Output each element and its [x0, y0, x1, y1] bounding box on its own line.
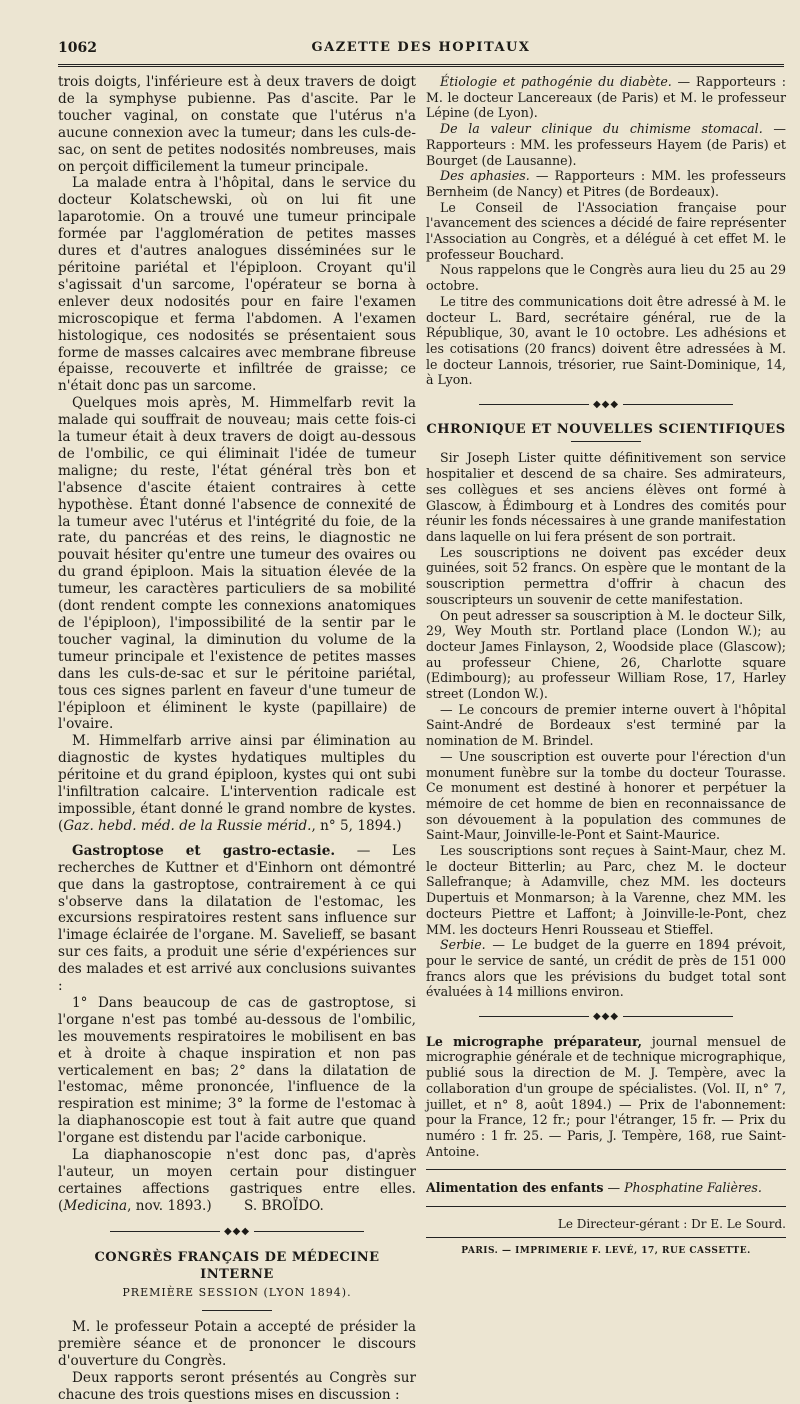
paragraph: — Une souscription est ouverte pour l'érection d'un monument funèbre sur la tombe du docteur Tourasse. Ce monument est destiné à honorer et perpétuer la mémoire de cet homme de bien en reconnaissance de son dévouement à la population des communes de Saint-Maur, Joinville-le-Pont et Saint-Maurice. — [426, 748, 786, 843]
printer-imprint: PARIS. — IMPRIMERIE F. LEVÉ, 17, RUE CASSETTE. — [461, 1245, 751, 1256]
advertisement — [426, 1034, 786, 1160]
paragraph: La malade entra à l'hôpital, dans le service du docteur Kolatschewski, où on lui fit une laparotomie. On a trouvé une tumeur principale formée par l'agglomération de petites masses dures et d'autres analogues disséminées sur le péritoine pariétal et l'épiploon. Croyant qu'il s'agissait d'un sarcome, l'opérateur se borna à enlever deux nodosités pour en faire l'examen microscopique et ferma l'abdomen. A l'examen histologique, ces nodosités se présentaient sous forme de masses calcaires avec membrane fibreuse épaisse, recouverte et infiltrée de graisse; ce n'était donc pas un sarcome. — [58, 175, 416, 395]
text: La diaphanoscopie n'est donc pas, d'après l'auteur, un moyen certain pour distinguer certaines affections gastriques entre elles. ( — [58, 1147, 416, 1214]
text: , n° 5, 1894.) — [311, 817, 402, 834]
paragraph: Le Conseil de l'Association française pour l'avancement des sciences a décidé de faire représenter l'Association au Congrès, et a délégué à cet effet M. le professeur Bouchard. — [426, 199, 786, 262]
ornament-rule: ◆◆◆ — [426, 1009, 786, 1025]
divider — [571, 441, 641, 442]
divider — [202, 1310, 272, 1311]
divider — [426, 1206, 786, 1207]
advertisement — [426, 1180, 786, 1196]
section-subtitle: PREMIÈRE SESSION (LYON 1894). — [122, 1286, 352, 1300]
paragraph — [426, 937, 786, 1000]
paragraph: Le titre des communications doit être adressé à M. le docteur L. Bard, secrétaire général, rue de la République, 30, avant le 10 octobre. Les adhésions et les cotisations (20 francs) doivent être adressées à M. le docteur Lannois, trésorier, rue Saint-Dominique, 14, à Lyon. — [426, 293, 786, 388]
paragraph — [58, 1147, 416, 1215]
left-column — [58, 74, 416, 1404]
director-signature: Le Directeur-gérant : Dr E. Le Sourd. — [557, 1217, 786, 1232]
text: — Rapporteurs : MM. les professeurs Hayem (de Paris) et Bourget (de Lausanne). — [426, 121, 786, 168]
text: — Le budget de la guerre en 1894 prévoit, pour le service de santé, un crédit de près de 151 000 francs alors que les prévisions du budget total sont évaluées à 14 millions environ. — [426, 937, 786, 1000]
ornament-rule: ◆◆◆ — [58, 1224, 416, 1241]
spacer — [58, 835, 416, 843]
divider — [426, 1169, 786, 1170]
paragraph — [58, 733, 416, 834]
text: — Rapporteurs : MM. les professeurs Bernheim (de Nancy) et Pitres (de Bordeaux). — [426, 168, 786, 199]
paragraph: Nous rappelons que le Congrès aura lieu du 25 au 29 octobre. — [426, 262, 786, 294]
ad-title: Le micrographe préparateur, — [426, 1033, 643, 1049]
text: — Rapporteurs : M. le docteur Lancereaux (de Paris) et M. le professeur Lépine (de Lyon). — [426, 74, 786, 121]
paragraph: M. le professeur Potain a accepté de présider la première séance et de prononcer le discours d'ouverture du Congrès. — [58, 1319, 416, 1370]
paragraph — [426, 168, 786, 199]
paragraph: Quelques mois après, M. Himmelfarb revit la malade qui souffrait de nouveau; mais cette fois-ci la tumeur était à deux travers de doigt au-dessous de l'ombilic, ce qui éliminait l'idée de tumeur maligne; du reste, l'état général très bon et l'absence d'ascite étaient contraires à cette hypothèse. Étant donné l'absence de connexité de la tumeur avec l'utérus et l'intégrité du foie, de la rate, du pancréas et des reins, le diagnostic ne pouvait hésiter qu'entre une tumeur des ovaires ou du grand épiploon. Mais la situation élevée de la tumeur, les caractères particuliers de sa mobilité (dont rendent compte les connexions anatomiques de l'épiploon), l'impossibilité de la sentir par le toucher vaginal, la diminution du volume de la tumeur principale et l'existence de petites masses dans les culs-de-sac et sur le péritoine pariétal, tous ces signes parlent en faveur d'une tumeur de l'épiploon et éliminent le kyste (papillaire) de l'ovaire. — [58, 395, 416, 733]
paragraph: On peut adresser sa souscription à M. le docteur Silk, 29, Wey Mouth str. Portland place (London W.); au docteur James Finlayson, 2, Woodside place (Glascow); au professeur Chiene, 26, Charlotte square (Edimbourg); au professeur William Rose, 17, Harley street (London W.). — [426, 607, 786, 702]
paragraph: Deux rapports seront présentés au Congrès sur chacune des trois questions mises en discussion : — [58, 1370, 416, 1403]
paragraph: Les souscriptions ne doivent pas excéder deux guinées, soit 52 francs. On espère que le montant de la souscription permettra d'offrir à chacun des souscripteurs un souvenir de cette manifestation. — [426, 544, 786, 607]
author-signature: S. BROÏDO. — [244, 1197, 324, 1214]
page-number: 1062 — [58, 40, 97, 56]
paragraph — [426, 74, 786, 121]
article-gastroptose — [58, 843, 416, 995]
paragraph: — Le concours de premier interne ouvert à l'hôpital Saint-André de Bordeaux s'est terminé par la nomination de M. Brindel. — [426, 701, 786, 749]
article-title: Gastroptose et gastro-ectasie. — [72, 842, 336, 859]
text: M. Himmelfarb arrive ainsi par élimination au diagnostic de kystes hydatiques multiples du péritoine et du grand épiploon, kystes qui ont subi l'infiltration calcaire. L'intervention radicale est impossible, étant donné le grand nombre de kystes. ( — [58, 733, 416, 834]
running-title: GAZETTE DES HOPITAUX — [311, 40, 531, 55]
ad-product: Phosphatine Falières. — [624, 1180, 762, 1196]
paragraph: 1° Dans beaucoup de cas de gastroptose, si l'organe n'est pas tombé au-dessous de l'ombilic, les mouvements respiratoires le mobilisent en bas et à droite à chaque inspiration et non pas verticalement en bas; 2° dans la dilatation de l'estomac, même prononcée, l'influence de la respiration est minime; 3° la forme de l'estomac à la diaphanoscopie est tout à fait autre que quand l'organe est distendu par l'acide carbonique. — [58, 994, 416, 1147]
ad-title: Alimentation des enfants — [426, 1180, 604, 1196]
text: journal mensuel de micrographie générale et de technique micrographique, publié sous la direction de M. J. Tempère, avec la collaboration d'un groupe de spécialistes. (Vol. II, n° 7, juillet, et n° 8, août 1894.) — Prix de l'abonnement: pour la France, 12 fr.; pour l'étranger, 15 fr. — Prix du numéro : 1 fr. 25. — Paris, J. Tempère, 168, rue Saint-Antoine. — [426, 1033, 786, 1159]
text: — — [603, 1180, 625, 1196]
right-column — [426, 74, 786, 1260]
paragraph: Sir Joseph Lister quitte définitivement son service hospitalier et descend de sa chaire. Ses admirateurs, ses collègues et ses anciens élèves ont formé à Glascow, à Édimbourg et à Londres des comités pour réunir les fonds nécessaires à une grande manifestation dans laquelle on lui fera présent de son portrait. — [426, 450, 786, 544]
text: , nov. 1893.) — [127, 1197, 212, 1214]
section-title: CONGRÈS FRANÇAIS DE MÉDECINE INTERNE — [94, 1249, 380, 1282]
topic-title: De la valeur clinique du chimisme stomacal. — [440, 121, 763, 137]
topic-title: Étiologie et pathogénie du diabète. — [440, 74, 672, 89]
topic-title: Serbie. — [440, 937, 486, 953]
paragraph — [426, 121, 786, 168]
page-header — [58, 40, 784, 67]
paragraph: Les souscriptions sont reçues à Saint-Maur, chez M. le docteur Bitterlin; au Parc, chez M. le docteur Sallefranque; à Adamville, chez MM. les docteurs Dupertuis et Monmarson; à la Varenne, chez MM. les docteurs Piettre et Laffont; à Joinville-le-Pont, chez MM. les docteurs Henri Rousseau et Stieffel. — [426, 843, 786, 937]
citation: Medicina — [63, 1197, 128, 1214]
citation: Gaz. hebd. méd. de la Russie mérid. — [63, 817, 312, 834]
text: — Les recherches de Kuttner et d'Einhorn ont démontré que dans la gastroptose, contrairement à ce qui s'observe dans la dilatation de l'estomac, les excursions respiratoires restent sans influence sur l'image éclairée de l'organe. M. Savelieff, se basant sur ces faits, a produit une série d'expériences sur des malades et est arrivé aux conclusions suivantes : — [58, 842, 416, 995]
divider — [426, 1237, 786, 1238]
topic-title: Des aphasies. — [440, 168, 530, 184]
section-title: CHRONIQUE ET NOUVELLES SCIENTIFIQUES — [426, 421, 786, 437]
paragraph: trois doigts, l'inférieure est à deux travers de doigt de la symphyse pubienne. Pas d'ascite. Par le toucher vaginal, on constate que l'utérus n'a aucune connexion avec la tumeur; dans les culs-de-sac, on sent de petites nodosités nombreuses, mais on perçoit difficilement la tumeur principale. — [58, 74, 416, 175]
ornament-rule: ◆◆◆ — [426, 397, 786, 413]
